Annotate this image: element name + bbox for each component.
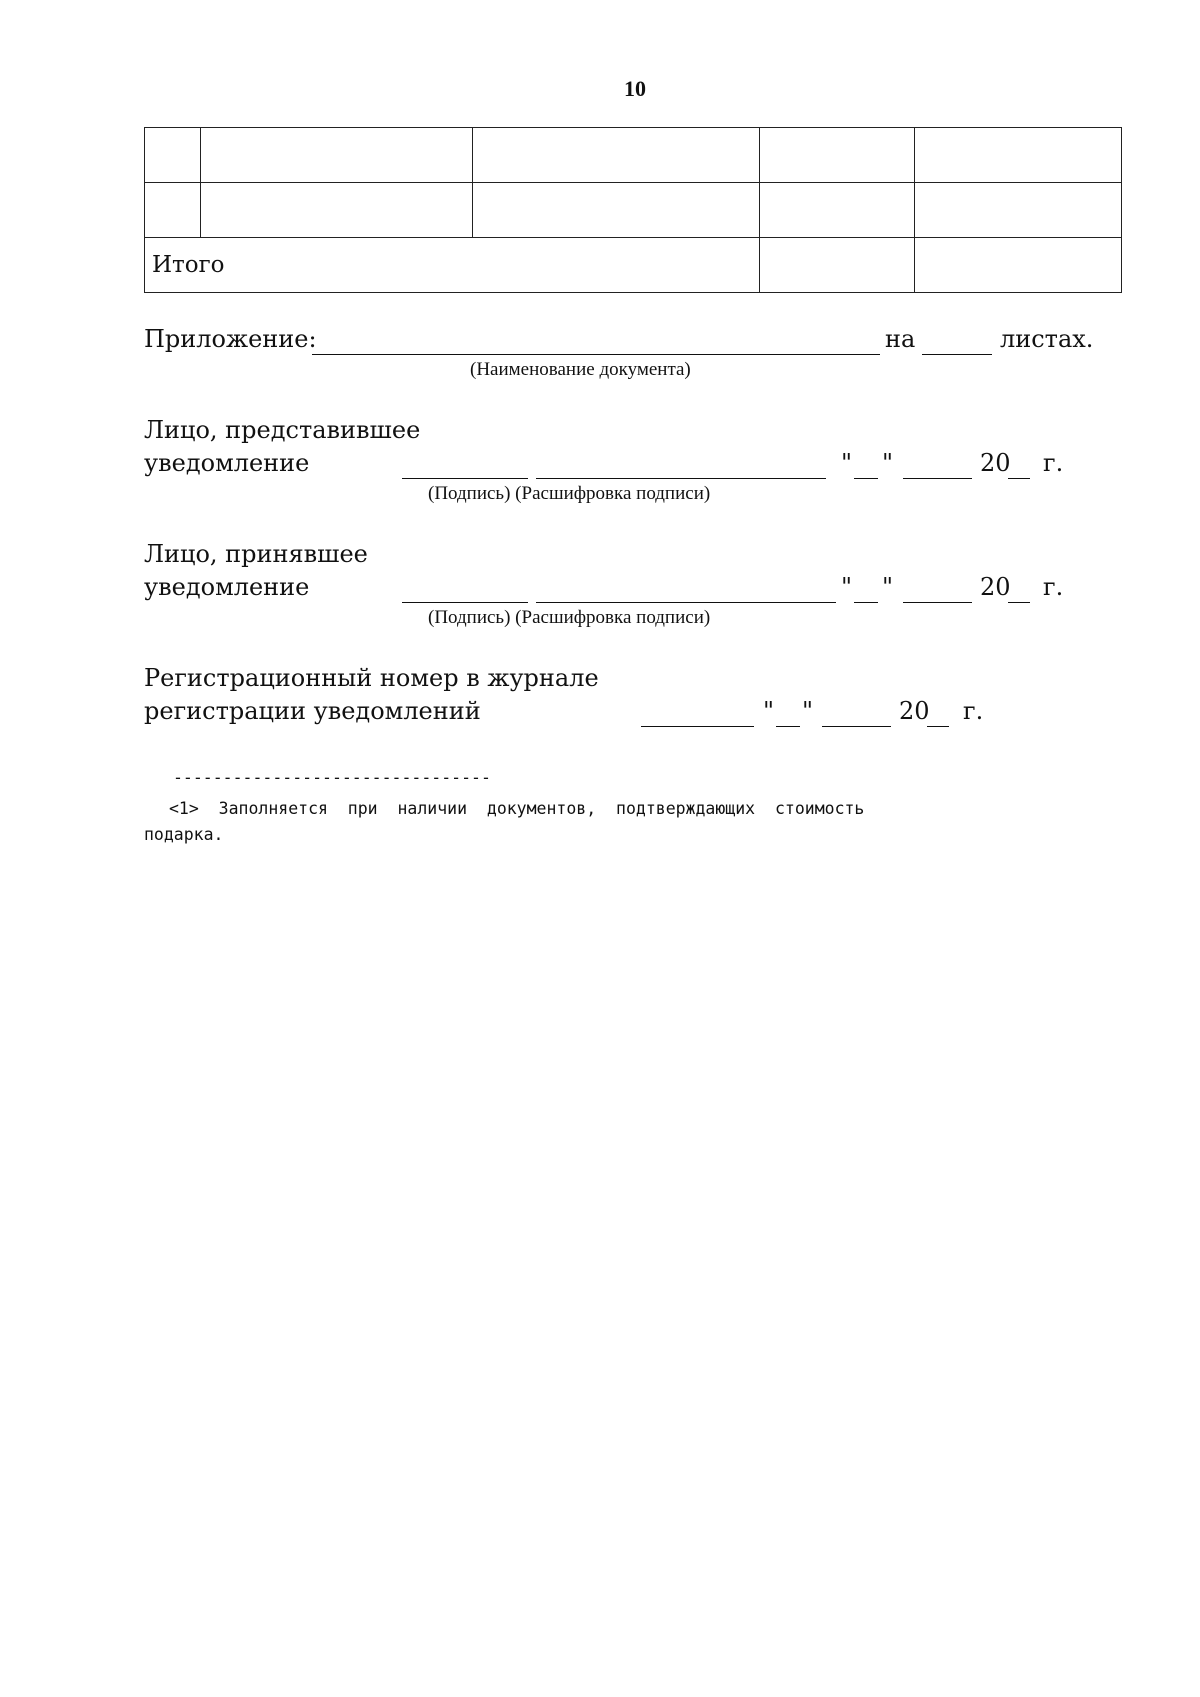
receiver-day-field[interactable]	[854, 602, 878, 603]
presenter-month-field[interactable]	[903, 478, 972, 479]
table-cell[interactable]	[915, 183, 1122, 238]
registration-year-prefix: 20	[899, 697, 930, 725]
presenter-signature-field[interactable]	[402, 478, 528, 479]
registration-year-suffix: г.	[963, 697, 984, 725]
receiver-label-line1: Лицо, принявшее	[144, 540, 368, 568]
registration-quote-close: "	[802, 697, 814, 725]
receiver-label-line2: уведомление	[144, 573, 310, 601]
receiver-year-prefix: 20	[980, 573, 1011, 601]
receiver-caption: (Подпись) (Расшифровка подписи)	[428, 607, 711, 628]
table-cell[interactable]	[473, 183, 760, 238]
presenter-caption: (Подпись) (Расшифровка подписи)	[428, 483, 711, 504]
receiver-year-field[interactable]	[1008, 602, 1030, 603]
receiver-month-field[interactable]	[903, 602, 972, 603]
table-cell[interactable]	[760, 183, 915, 238]
presenter-quote-open: "	[841, 449, 853, 477]
registration-month-field[interactable]	[822, 726, 891, 727]
table-cell[interactable]	[473, 128, 760, 183]
presenter-label-line1: Лицо, представившее	[144, 416, 421, 444]
table-cell[interactable]	[915, 128, 1122, 183]
footnote-text-line1: <1> Заполняется при наличии документов, подтверждающих стоимость	[169, 799, 865, 818]
presenter-label-line2: уведомление	[144, 449, 310, 477]
attachment-document-field[interactable]	[312, 354, 880, 355]
attachment-on-label: на	[885, 325, 916, 353]
total-quantity-cell[interactable]	[760, 238, 915, 293]
table-total-row	[145, 238, 1122, 293]
registration-label-line1: Регистрационный номер в журнале	[144, 664, 599, 692]
table-cell[interactable]	[201, 183, 473, 238]
registration-year-field[interactable]	[927, 726, 949, 727]
presenter-quote-close: "	[882, 449, 894, 477]
attachment-sheets-field[interactable]	[922, 354, 992, 355]
registration-quote-open: "	[763, 697, 775, 725]
footnote-separator: --------------------------------	[173, 768, 491, 787]
table-cell[interactable]	[201, 128, 473, 183]
attachment-doc-caption: (Наименование документа)	[470, 359, 691, 380]
presenter-year-field[interactable]	[1008, 478, 1030, 479]
receiver-year-suffix: г.	[1043, 573, 1064, 601]
footnote-text-line2: подарка.	[144, 825, 224, 844]
page-number: 10	[624, 76, 646, 101]
table-cell[interactable]	[145, 128, 201, 183]
presenter-year-suffix: г.	[1043, 449, 1064, 477]
table-row	[145, 128, 1122, 183]
registration-day-field[interactable]	[776, 726, 800, 727]
registration-label-line2: регистрации уведомлений	[144, 697, 481, 725]
receiver-name-field[interactable]	[536, 602, 836, 603]
receiver-quote-close: "	[882, 573, 894, 601]
gift-table	[144, 127, 1122, 293]
registration-number-field[interactable]	[641, 726, 754, 727]
presenter-year-prefix: 20	[980, 449, 1011, 477]
presenter-day-field[interactable]	[854, 478, 878, 479]
attachment-sheets-label: листах.	[1000, 325, 1094, 353]
total-label: Итого	[145, 238, 760, 293]
receiver-quote-open: "	[841, 573, 853, 601]
table-row	[145, 183, 1122, 238]
table-cell[interactable]	[145, 183, 201, 238]
presenter-name-field[interactable]	[536, 478, 826, 479]
attachment-label: Приложение:	[144, 325, 317, 353]
table-cell[interactable]	[760, 128, 915, 183]
total-value-cell[interactable]	[915, 238, 1122, 293]
receiver-signature-field[interactable]	[402, 602, 528, 603]
